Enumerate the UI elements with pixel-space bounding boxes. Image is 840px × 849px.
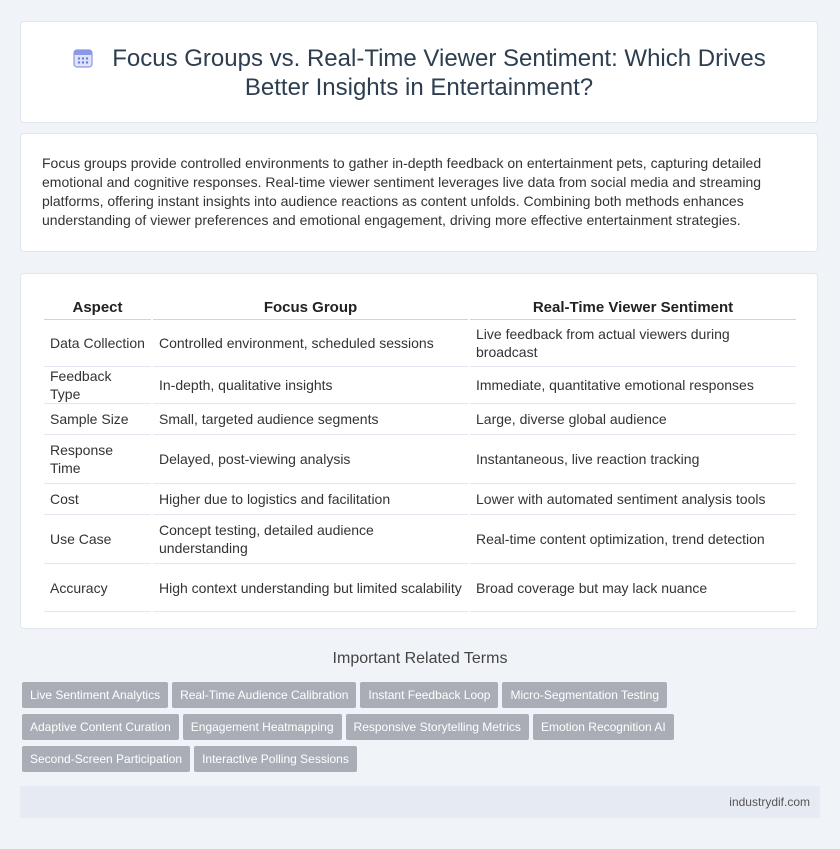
related-term-tag[interactable]: Live Sentiment Analytics — [22, 682, 168, 708]
related-term-tag[interactable]: Second-Screen Participation — [22, 746, 190, 772]
row-real-time: Instantaneous, live reaction tracking — [470, 435, 796, 484]
row-focus-group: Small, targeted audience segments — [153, 404, 468, 435]
page-title — [21, 44, 817, 102]
table-row — [44, 404, 796, 435]
related-terms-list — [22, 682, 722, 778]
row-focus-group: Controlled environment, scheduled sessions — [153, 320, 468, 367]
title-line-1: Focus Groups vs. Real-Time Viewer Sentiment: Which Drives — [112, 45, 766, 72]
row-aspect: Feedback Type — [44, 367, 151, 404]
row-focus-group: Delayed, post-viewing analysis — [153, 435, 468, 484]
row-focus-group: High context understanding but limited scalability — [153, 564, 468, 612]
row-focus-group: Higher due to logistics and facilitation — [153, 484, 468, 515]
row-real-time: Broad coverage but may lack nuance — [470, 564, 796, 612]
related-term-tag[interactable]: Instant Feedback Loop — [360, 682, 498, 708]
table-row — [44, 367, 796, 404]
related-term-tag[interactable]: Responsive Storytelling Metrics — [346, 714, 529, 740]
related-term-tag[interactable]: Micro-Segmentation Testing — [502, 682, 667, 708]
table-row — [44, 484, 796, 515]
comparison-card — [20, 273, 818, 629]
row-aspect: Sample Size — [44, 404, 151, 435]
comparison-table — [42, 295, 798, 612]
row-aspect: Accuracy — [44, 564, 151, 612]
row-real-time: Large, diverse global audience — [470, 404, 796, 435]
related-term-tag[interactable]: Adaptive Content Curation — [22, 714, 179, 740]
related-term-tag[interactable]: Interactive Polling Sessions — [194, 746, 357, 772]
footer — [20, 786, 820, 818]
row-aspect: Cost — [44, 484, 151, 515]
header-focus-group: Focus Group — [153, 295, 468, 320]
row-aspect: Data Collection — [44, 320, 151, 367]
table-row — [44, 320, 796, 367]
related-terms-title: Important Related Terms — [332, 650, 508, 667]
row-focus-group: Concept testing, detailed audience understanding — [153, 515, 468, 564]
header-real-time-sentiment: Real-Time Viewer Sentiment — [470, 295, 796, 320]
table-row — [44, 515, 796, 564]
footer-site[interactable]: industrydif.com — [729, 795, 810, 809]
row-real-time: Lower with automated sentiment analysis tools — [470, 484, 796, 515]
related-term-tag[interactable]: Real-Time Audience Calibration — [172, 682, 356, 708]
calendar-icon — [72, 47, 94, 69]
row-aspect: Response Time — [44, 435, 151, 484]
row-aspect: Use Case — [44, 515, 151, 564]
table-row — [44, 435, 796, 484]
related-term-tag[interactable]: Emotion Recognition AI — [533, 714, 674, 740]
title-card — [20, 21, 818, 123]
related-term-tag[interactable]: Engagement Heatmapping — [183, 714, 342, 740]
row-focus-group: In-depth, qualitative insights — [153, 367, 468, 404]
table-row — [44, 564, 796, 612]
table-header-row — [44, 295, 796, 320]
title-line-2: Better Insights in Entertainment? — [244, 74, 594, 101]
row-real-time: Immediate, quantitative emotional responses — [470, 367, 796, 404]
row-real-time: Real-time content optimization, trend detection — [470, 515, 796, 564]
header-aspect: Aspect — [44, 295, 151, 320]
intro-paragraph: Focus groups provide controlled environments to gather in-depth feedback on entertainment pets, capturing detailed emotional and cognitive responses. Real-time viewer sentiment leverages live data from social media and streaming platforms, offering instant insights into audience reactions as content unfolds. Combining both methods enhances understanding of viewer preferences and emotional engagement, driving more effective entertainment strategies. — [42, 155, 762, 228]
intro-card — [20, 133, 818, 252]
row-real-time: Live feedback from actual viewers during broadcast — [470, 320, 796, 367]
